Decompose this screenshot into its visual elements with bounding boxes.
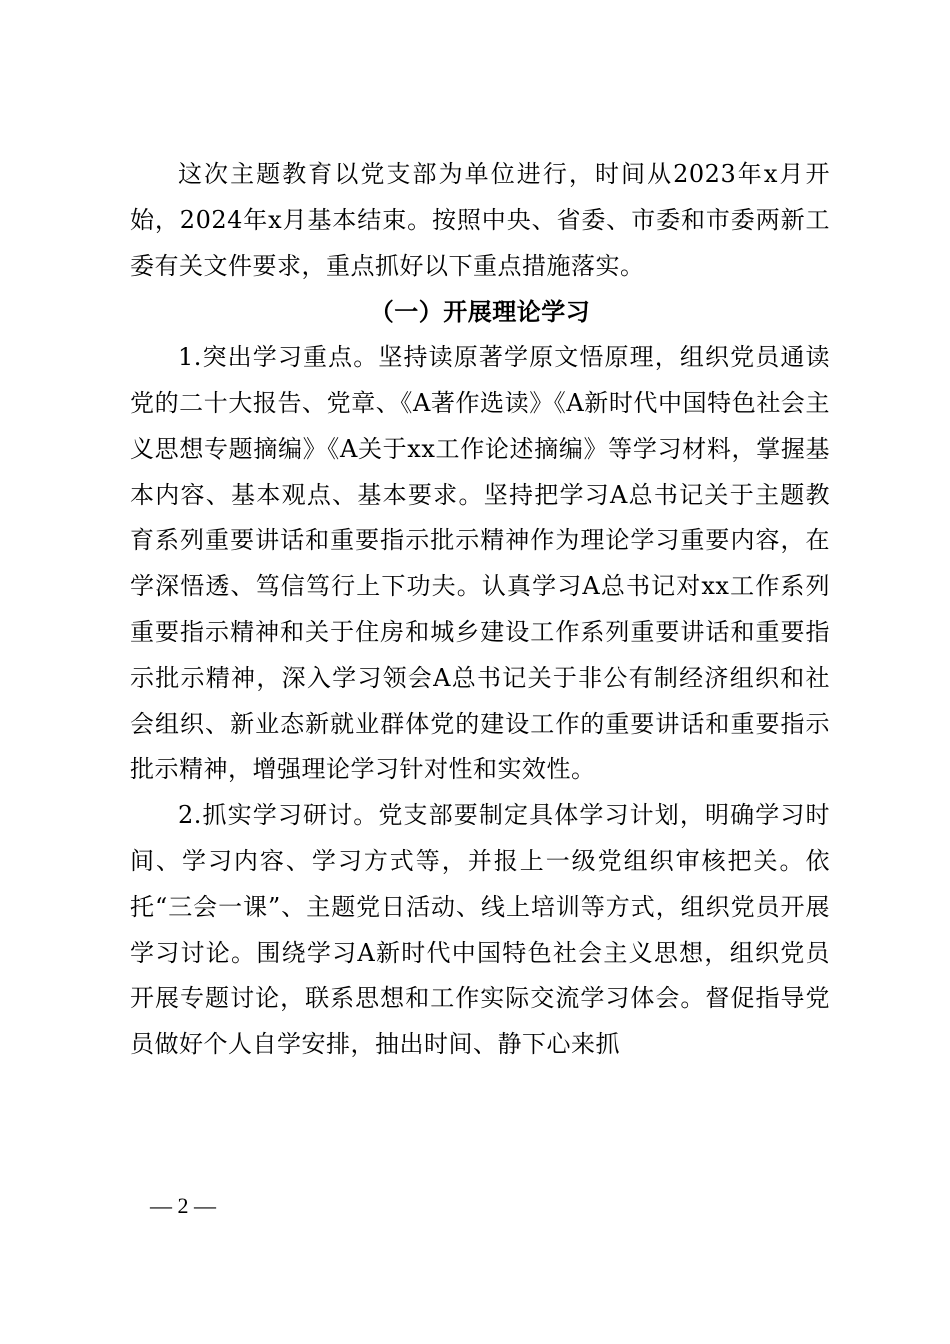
document-body — [130, 152, 830, 1068]
item-paragraph-2: 2.抓实学习研讨。党支部要制定具体学习计划，明确学习时间、学习内容、学习方式等，并报上一级党组织审核把关。依托“三会一课”、主题党日活动、线上培训等方式，组织党员开展学习讨论。围绕学习A新时代中国特色社会主义思想，组织党员开展专题讨论，联系思想和工作实际交流学习体会。督促指导党员做好个人自学安排，抽出时间、静下心来抓 — [130, 801, 830, 1059]
page-number: — 2 — — [150, 1193, 216, 1218]
section-heading: （一）开展理论学习 — [369, 297, 591, 327]
item-paragraph-1: 1.突出学习重点。坚持读原著学原文悟原理，组织党员通读党的二十大报告、党章、《A著作选读》《A新时代中国特色社会主义思想专题摘编》《A关于xx工作论述摘编》等学习材料，掌握基本内容、基本观点、基本要求。坚持把学习A总书记关于主题教育系列重要讲话和重要指示批示精神作为理论学习重要内容，在学深悟透、笃信笃行上下功夫。认真学习A总书记对xx工作系列重要指示精神和关于住房和城乡建设工作系列重要讲话和重要指示批示精神，深入学习领会A总书记关于非公有制经济组织和社会组织、新业态新就业群体党的建设工作的重要讲话和重要指示批示精神，增强理论学习针对性和实效性。 — [130, 343, 830, 784]
intro-paragraph: 这次主题教育以党支部为单位进行，时间从2023年x月开始，2024年x月基本结束。按照中央、省委、市委和市委两新工委有关文件要求，重点抓好以下重点措施落实。 — [130, 160, 830, 280]
